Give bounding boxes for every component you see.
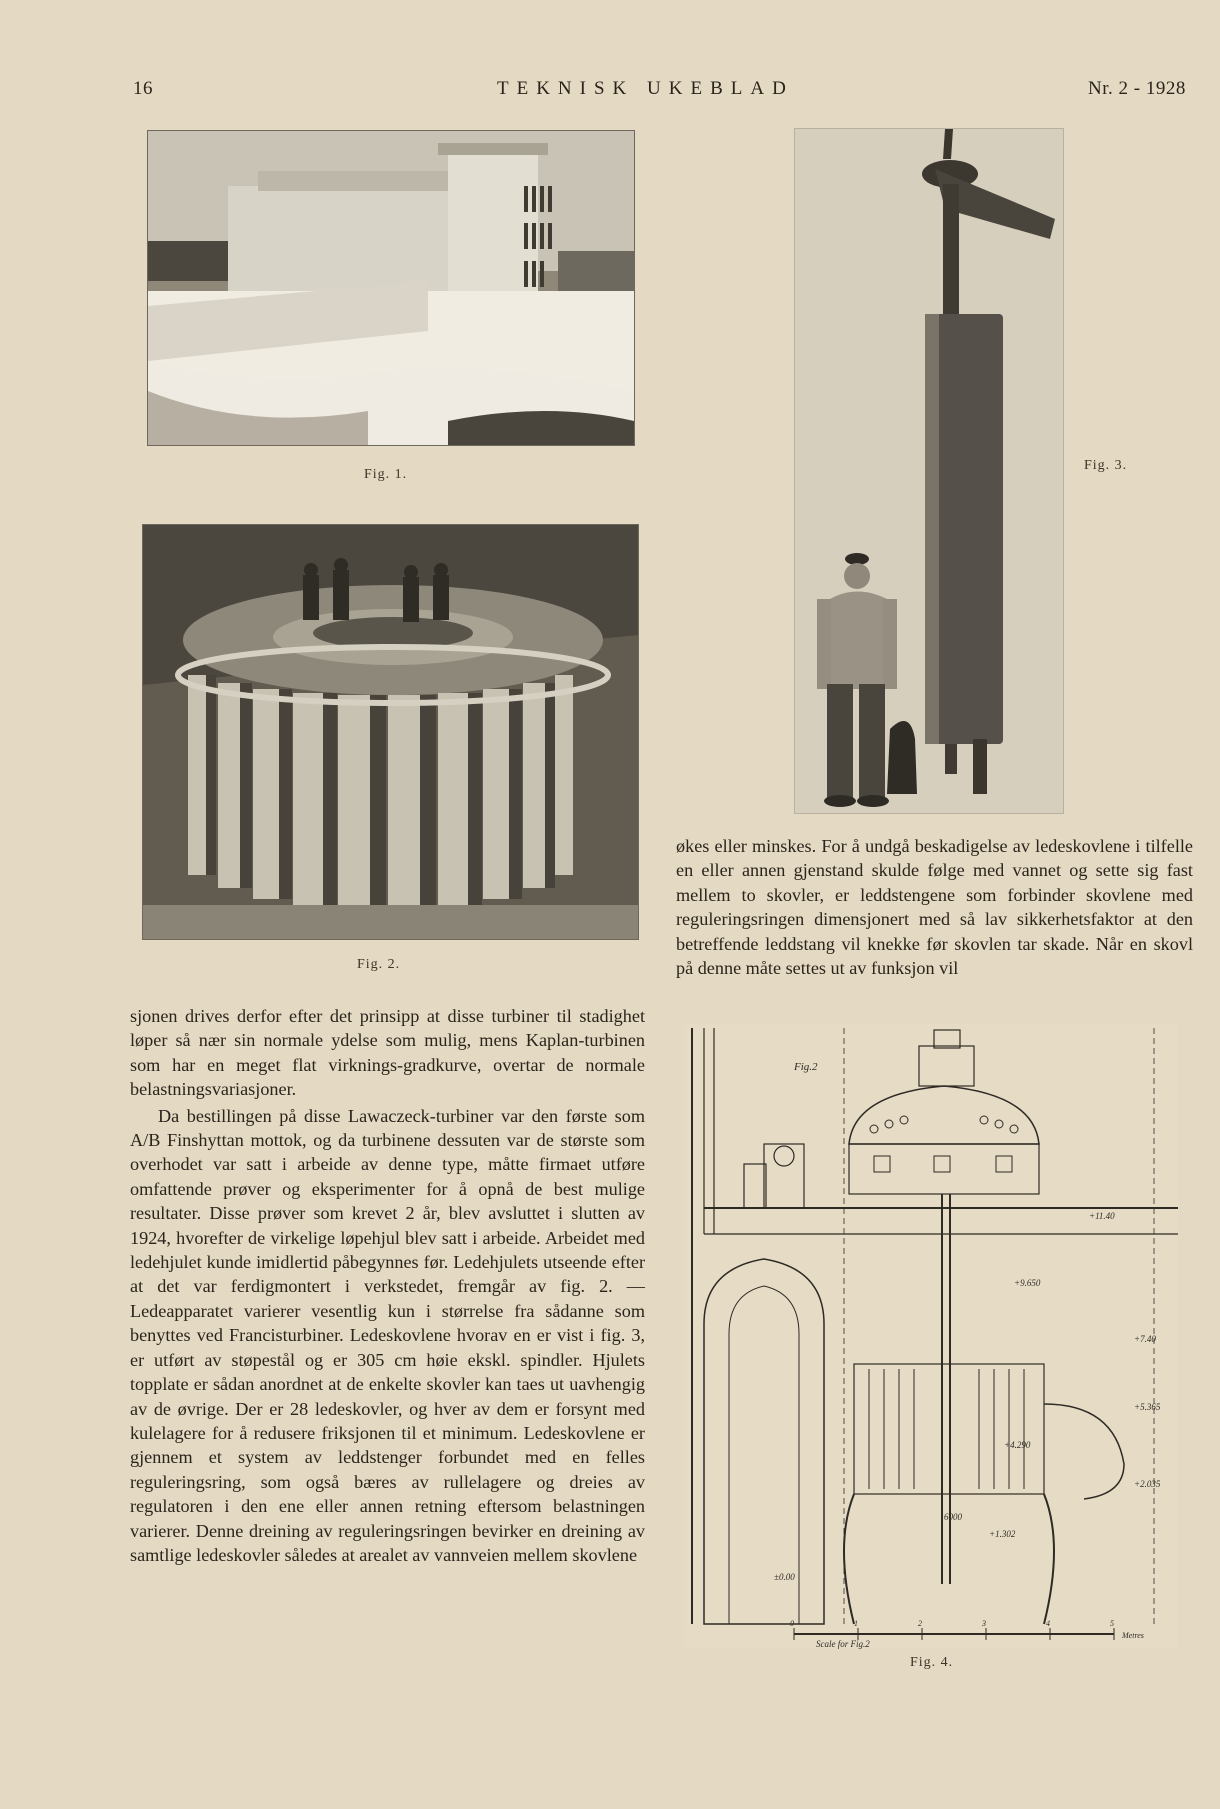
scale-tick-label: 3 — [982, 1619, 986, 1628]
elevation-label: +9.650 — [1014, 1278, 1041, 1288]
elevation-label: +11.40 — [1089, 1211, 1115, 1221]
fig3-caption: Fig. 3. — [1084, 458, 1128, 473]
left-paragraph-1: sjonen drives derfor efter det prinsipp at disse turbiner til stadighet løper så nær sin normale ydelse som mulig, mens Kaplan-turbinen som har en meget flat virknings-gradkurve, overtar de normale belastningsvariasjoner. — [130, 1006, 645, 1100]
scale-unit-label: Metres — [1122, 1631, 1144, 1640]
elevation-label: +5.365 — [1134, 1402, 1161, 1412]
journal-title: TEKNISK UKEBLAD — [497, 78, 794, 99]
fig4-drawing — [684, 1024, 1178, 1649]
scale-tick-label: 4 — [1046, 1619, 1050, 1628]
scale-tick-label: 0 — [790, 1619, 794, 1628]
elevation-label: 6000 — [944, 1512, 962, 1522]
fig4-caption: Fig. 4. — [910, 1655, 954, 1670]
fig3-photo — [794, 128, 1064, 814]
fig2-photo — [142, 524, 639, 940]
elevation-label: +1.302 — [989, 1529, 1016, 1539]
fig1-photo — [147, 130, 635, 446]
page-number: 16 — [133, 78, 153, 99]
fig1-caption: Fig. 1. — [364, 467, 408, 482]
left-paragraph-2: Da bestillingen på disse Lawaczeck-turbiner var den første som A/B Finshyttan mottok, og da turbinene dessuten var de største som overhodet var satt i arbeide av denne type, måtte firmaet utføre omfattende prøver og eksperimenter for å opnå de best mulige resultater. Disse prøver som krevet 2 år, blev avsluttet i slutten av 1924, hvorefter de virkelige løpehjul blev satt i arbeide. Arbeidet med ledehjulet kunde imidlertid påbegynnes før. Ledehjulets utseende efter at det var ferdigmontert i verkstedet, fremgår av fig. 2. — Ledeapparatet varierer vesentlig kun i størrelse fra sådanne som benyttes ved Francisturbiner. Ledeskovlene hvorav en er vist i fig. 3, er utført av støpestål og er 305 cm høie ekskl. spindler. Hjulets topplate er sådan anordnet at de enkelte skovler kan taes ut uavhengig av de øvrige. Der er 28 ledeskovler, og hver av dem er forsynt med kulelagere for å redusere friksjonen til et minimum. Ledeskovlene er gjennem et system av leddstenger forbundet med en felles reguleringsring, som også bæres av rullelagere og dreies av regulatoren i den ene eller annen retning eftersom belastningen varierer. Denne dreining av reguleringsringen bevirker en dreining av samtlige ledeskovler således at arealet av vannveien mellem skovlene — [130, 1105, 645, 1565]
elevation-label: +4.290 — [1004, 1440, 1031, 1450]
fig2-caption: Fig. 2. — [357, 957, 401, 972]
right-paragraph-1: økes eller minskes. For å undgå beskadigelse av ledeskovlene i tilfelle en eller annen gjenstand skulde følge med vannet og sette sig fast mellem to skovler, er leddstengene som forbinder skovlene med reguleringsringen dimensjonert med så lav sikkerhetsfaktor at den betreffende leddstang vil knekke før skovlen tar skade. Når en skovl på denne måte settes ut av funksjon vil — [676, 836, 1193, 979]
drawing-title: Fig.2 — [794, 1061, 818, 1073]
elevation-label: +7.40 — [1134, 1334, 1156, 1344]
left-column-text — [130, 1004, 645, 1567]
issue-label: Nr. 2 - 1928 — [1088, 78, 1186, 99]
scale-tick-label: 2 — [918, 1619, 922, 1628]
scale-tick-label: 1 — [854, 1619, 858, 1628]
scale-label: Scale for Fig.2 — [816, 1639, 870, 1649]
right-column-text — [676, 834, 1193, 980]
elevation-label: +2.035 — [1134, 1479, 1161, 1489]
scale-tick-label: 5 — [1110, 1619, 1114, 1628]
elevation-label: ±0.00 — [774, 1572, 795, 1582]
